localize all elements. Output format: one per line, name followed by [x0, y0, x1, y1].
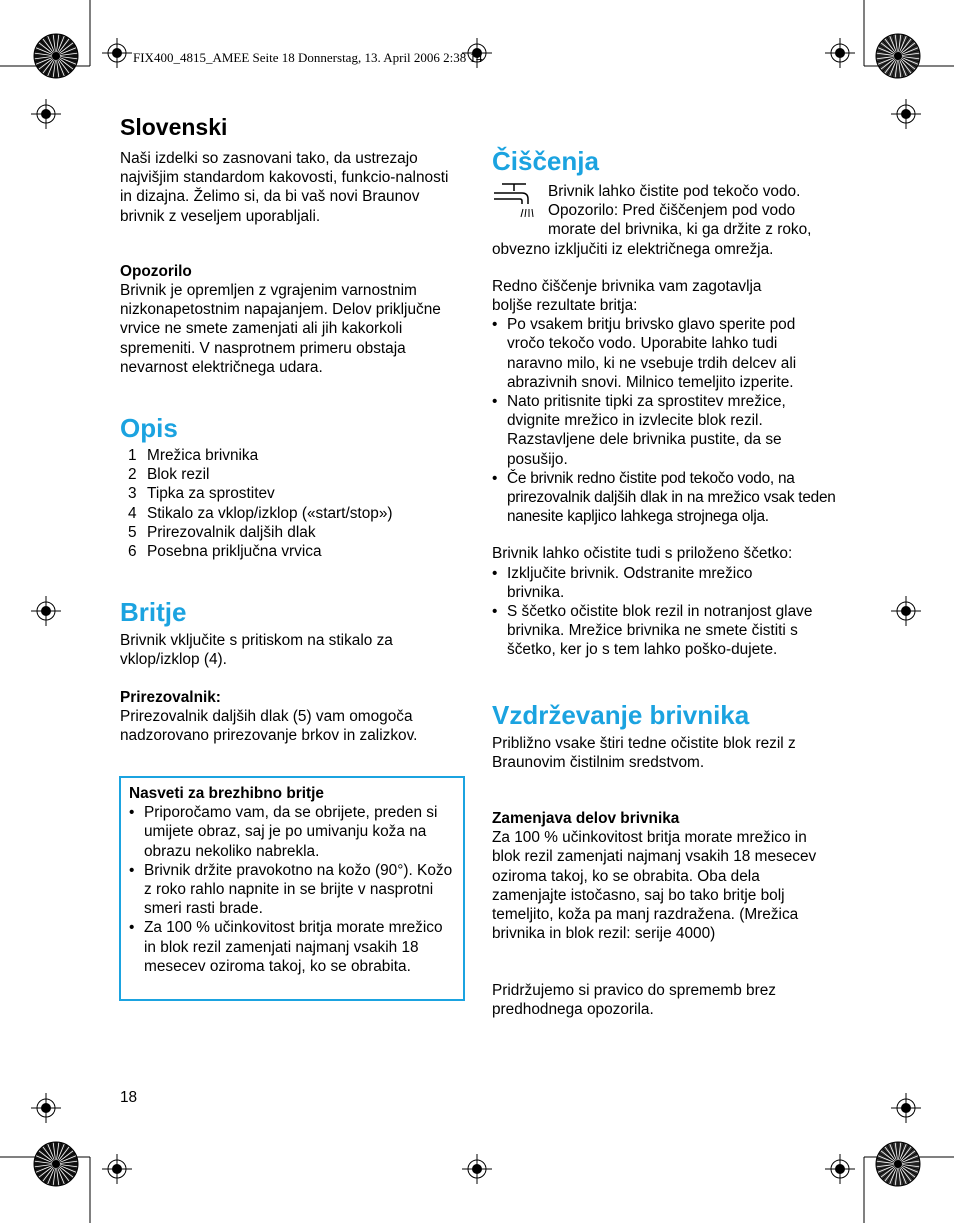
color-calibration-wheel-icon — [34, 34, 78, 78]
parts-list — [120, 446, 465, 561]
brush-cleaning-item: • S ščetko očistite blok rezil in notranjost glave brivnika. Mrežice brivnika ne smete čistiti s ščetko, ker jo s tem lahko poško-dujete. — [492, 602, 837, 660]
regular-cleaning-item: • Nato pritisnite tipki za sprostitev mrežice, dvignite mrežico in izvlecite blok rezil. Razstavljene dele brivnika pustite, da se posušijo. — [492, 392, 837, 469]
brush-cleaning-text: Brivnik lahko očistite tudi s priloženo ščetko: — [492, 545, 793, 563]
tips-box — [119, 776, 465, 1001]
tips-heading: Nasveti za brezhibno britje — [129, 785, 324, 802]
brush-cleaning-item: • Izključite brivnik. Odstranite mrežico brivnika. — [492, 564, 787, 602]
color-calibration-wheel-icon — [876, 1142, 920, 1186]
warning-text: Brivnik je opremljen z vgrajenim varnostnim nizkonapetostnim napajanjem. Delov priključne vrvice ne smete zamenjati ali jih kakorkoli spremeniti. V nasprotnem primeru obstaja nevarnost električnega udara. — [120, 282, 441, 376]
trimmer-text: Prirezovalnik daljših dlak (5) vam omogoča nadzorovano prirezovanje brkov in zalizkov. — [120, 707, 418, 745]
color-calibration-wheel-icon — [34, 1142, 78, 1186]
regular-cleaning-text: Redno čiščenje brivnika vam zagotavlja boljše rezultate britja: — [492, 277, 762, 315]
tips-list-item: • Za 100 % učinkovitost britja morate mrežico in blok rezil zamenjati najmanj vsakih 18 mesecev oziroma takoj, ko se obrabita. — [129, 918, 455, 976]
regular-cleaning-item: • Po vsakem britju brivsko glavo sperite pod vročo tekočo vodo. Uporabite lahko tudi naravno milo, ki ne vsebuje trdih delcev ali abrazivnih snovi. Milnico temeljito izperite. — [492, 315, 837, 392]
warning-heading: Opozorilo — [120, 262, 192, 280]
registration-crosshair-icon — [891, 99, 921, 129]
color-calibration-wheel-icon — [876, 34, 920, 78]
cleaning-intro-block — [492, 182, 837, 259]
registration-crosshair-icon — [31, 1093, 61, 1123]
trimmer-heading: Prirezovalnik: — [120, 688, 221, 706]
registration-crosshair-icon — [102, 1154, 132, 1184]
page-number: 18 — [120, 1089, 138, 1106]
registration-crosshair-icon — [891, 596, 921, 626]
registration-crosshair-icon — [891, 1093, 921, 1123]
right-column — [492, 146, 837, 1019]
registration-crosshair-icon — [31, 596, 61, 626]
replace-text: Za 100 % učinkovitost britja morate mrežico in blok rezil zamenjati najmanj vsakih 18 mesecev oziroma takoj, ko se obrabita. Oba dela zamenjajte istočasno, saj bo tako britje bolj temeljito, koža pa manj razdražena. (Mrežica brivnika in blok rezil: serije 4000) — [492, 829, 817, 943]
description-title: Opis — [120, 413, 178, 444]
maintenance-title: Vzdrževanje brivnika — [492, 699, 750, 730]
shaving-title: Britje — [120, 597, 187, 628]
notice-text: Pridržujemo si pravico do sprememb brez predhodnega opozorila. — [492, 981, 776, 1018]
registration-crosshair-icon — [102, 38, 132, 68]
parts-list-item: 2 Blok rezil — [128, 466, 210, 484]
parts-list-item: 1 Mrežica brivnika — [128, 447, 259, 465]
parts-list-item: 4 Stikalo za vklop/izklop («start/stop») — [128, 504, 393, 522]
registration-crosshair-icon — [31, 99, 61, 129]
parts-list-item: 5 Prirezovalnik daljših dlak — [128, 523, 316, 541]
registration-crosshair-icon — [825, 1154, 855, 1184]
regular-cleaning-item: • Če brivnik redno čistite pod tekočo vodo, na prirezovalnik daljših dlak in na mrežico vsak teden nanesite kapljico lahkega strojnega olja. — [492, 469, 837, 527]
intro-paragraph: Naši izdelki so zasnovani tako, da ustrezajo najvišjim standardom kakovosti, funkcio-nalnosti in dizajna. Želimo si, da bi vaš novi Braunov brivnik z veseljem uporabljali. — [120, 150, 449, 225]
maintenance-text: Približno vsake štiri tedne očistite blok rezil z Braunovim čistilnim sredstvom. — [492, 734, 796, 771]
registration-crosshair-icon — [462, 1154, 492, 1184]
tips-list-item: • Priporočamo vam, da se obrijete, preden si umijete obraz, saj je po umivanju koža na obrazu nekoliko nabrekla. — [129, 803, 455, 861]
water-tap-icon — [492, 182, 534, 222]
registration-crosshair-icon — [825, 38, 855, 68]
replace-heading: Zamenjava delov brivnika — [492, 810, 680, 828]
tips-list-item: • Brivnik držite pravokotno na kožo (90°). Kožo z roko rahlo napnite in se brijte v nasprotni smeri rasti brade. — [129, 861, 455, 919]
print-header: FIX400_4815_AMEE Seite 18 Donnerstag, 13. April 2006 2:38 14 — [133, 50, 483, 65]
cleaning-title: Čiščenja — [492, 146, 599, 176]
parts-list-item: 6 Posebna priključna vrvica — [128, 543, 322, 561]
cleaning-intro: Brivnik lahko čistite pod tekočo vodo. Opozorilo: Pred čiščenjem pod vodo morate del brivnika, ki ga držite z roko, obvezno izključiti iz električnega omrežja. — [492, 183, 812, 258]
regular-cleaning-list — [492, 315, 837, 526]
language-heading: Slovenski — [120, 114, 228, 140]
tips-list — [129, 803, 455, 976]
parts-list-item: 3 Tipka za sprostitev — [128, 485, 275, 503]
brush-cleaning-list — [492, 564, 837, 660]
left-column — [120, 113, 465, 745]
shaving-text: Brivnik vključite s pritiskom na stikalo za vklop/izklop (4). — [120, 632, 393, 669]
